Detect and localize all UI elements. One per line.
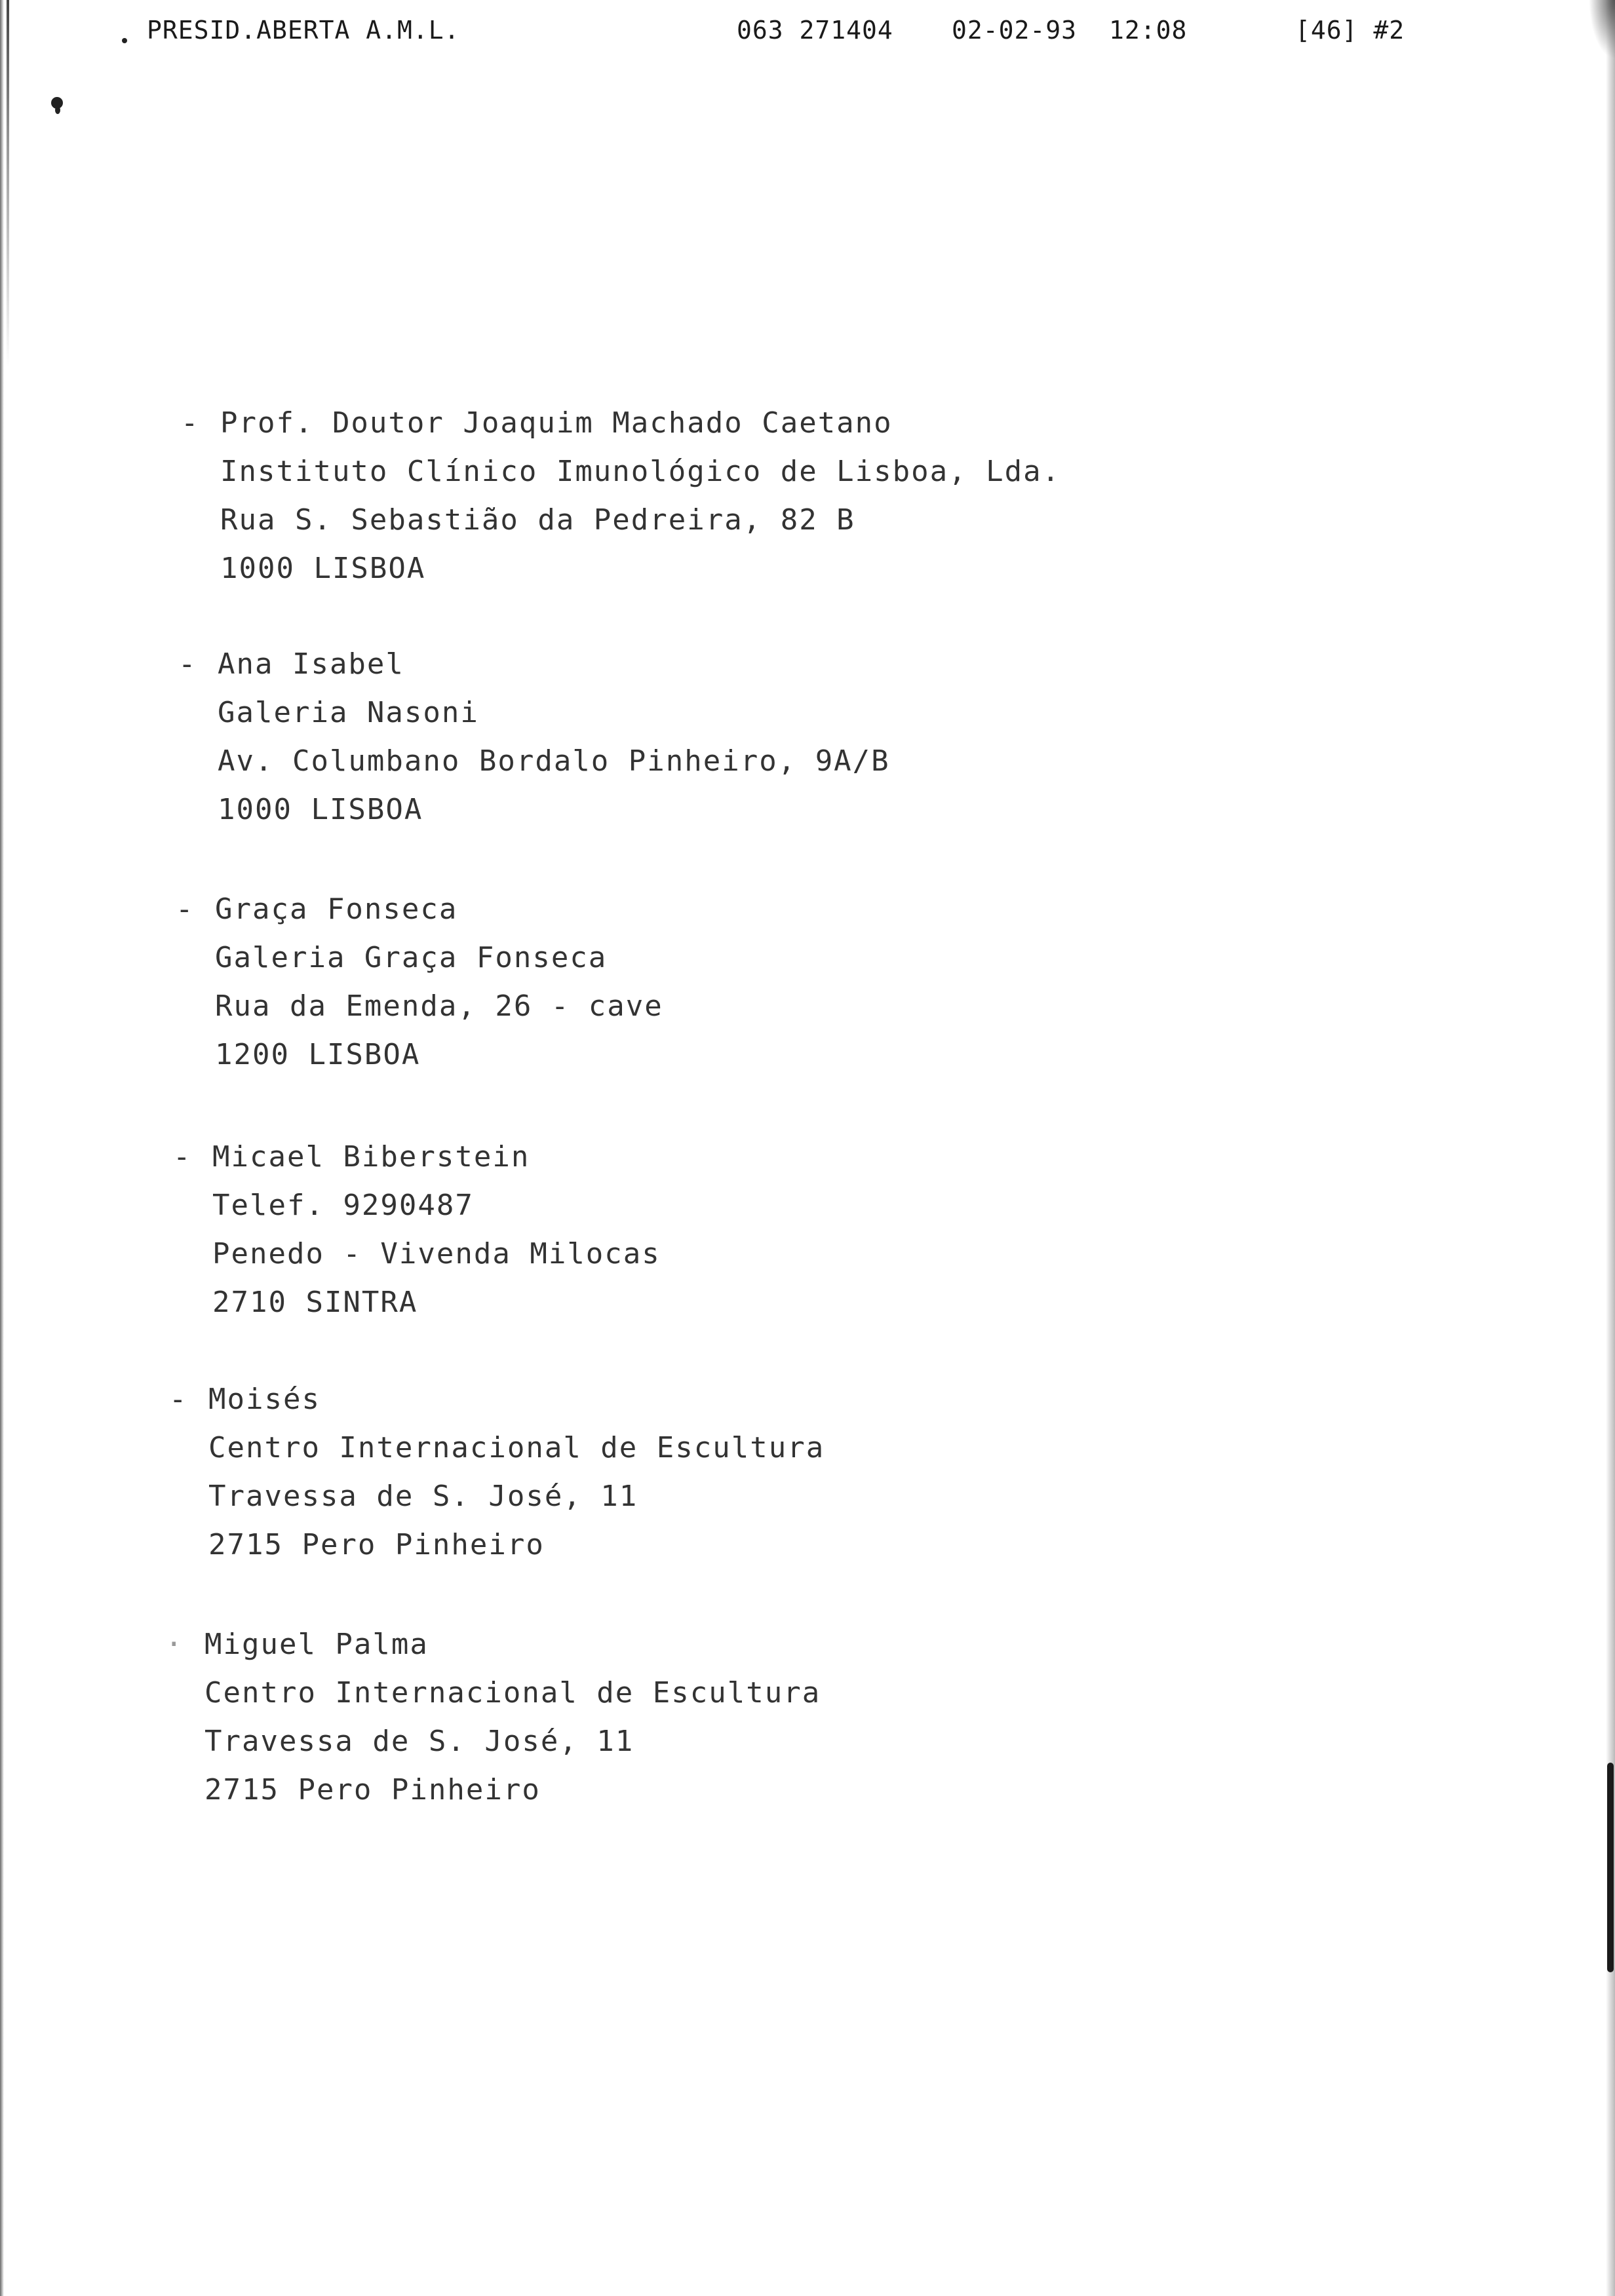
entry-bullet: - — [176, 892, 193, 926]
fax-sender: PRESID.ABERTA A.M.L. — [147, 16, 460, 45]
contact-name: Prof. Doutor Joaquim Machado Caetano — [220, 406, 893, 440]
entry-bullet: · — [165, 1628, 183, 1661]
contact-postal-city: 2715 Pero Pinheiro — [204, 1773, 541, 1807]
contact-address: Penedo - Vivenda Milocas — [212, 1237, 661, 1271]
contact-name: Graça Fonseca — [215, 892, 458, 926]
contact-name: Micael Biberstein — [212, 1140, 530, 1174]
contact-address: Rua S. Sebastião da Pedreira, 82 B — [220, 503, 855, 537]
contact-organization: Instituto Clínico Imunológico de Lisboa, Lda. — [220, 455, 1061, 488]
contact-postal-city: 1200 LISBOA — [215, 1038, 421, 1071]
fax-date: 02-02-93 — [952, 16, 1078, 45]
contact-postal-city: 2710 SINTRA — [212, 1286, 418, 1319]
contact-name: Ana Isabel — [218, 647, 404, 681]
fax-phone: 063 271404 — [737, 16, 893, 45]
contact-address: Travessa de S. José, 11 — [208, 1480, 638, 1513]
contact-organization: Galeria Nasoni — [218, 696, 479, 729]
contact-postal-city: 1000 LISBOA — [218, 793, 423, 826]
contact-phone: Telef. 9290487 — [212, 1189, 474, 1222]
contact-organization: Centro Internacional de Escultura — [208, 1431, 825, 1464]
contact-organization: Centro Internacional de Escultura — [204, 1676, 821, 1710]
contact-name: Miguel Palma — [204, 1628, 429, 1661]
fax-page: [46] #2 — [1295, 16, 1405, 45]
contact-address: Rua da Emenda, 26 - cave — [215, 989, 663, 1023]
contact-postal-city: 2715 Pero Pinheiro — [208, 1528, 545, 1561]
fax-time: 12:08 — [1109, 16, 1188, 45]
contact-name: Moisés — [208, 1383, 321, 1416]
contact-organization: Galeria Graça Fonseca — [215, 941, 608, 974]
entry-bullet: - — [173, 1140, 191, 1174]
contact-address: Travessa de S. José, 11 — [204, 1725, 634, 1758]
entry-bullet: - — [178, 647, 196, 681]
contact-address: Av. Columbano Bordalo Pinheiro, 9A/B — [218, 744, 890, 778]
entry-bullet: - — [181, 406, 199, 440]
contact-postal-city: 1000 LISBOA — [220, 552, 426, 585]
entry-bullet: - — [169, 1383, 187, 1416]
